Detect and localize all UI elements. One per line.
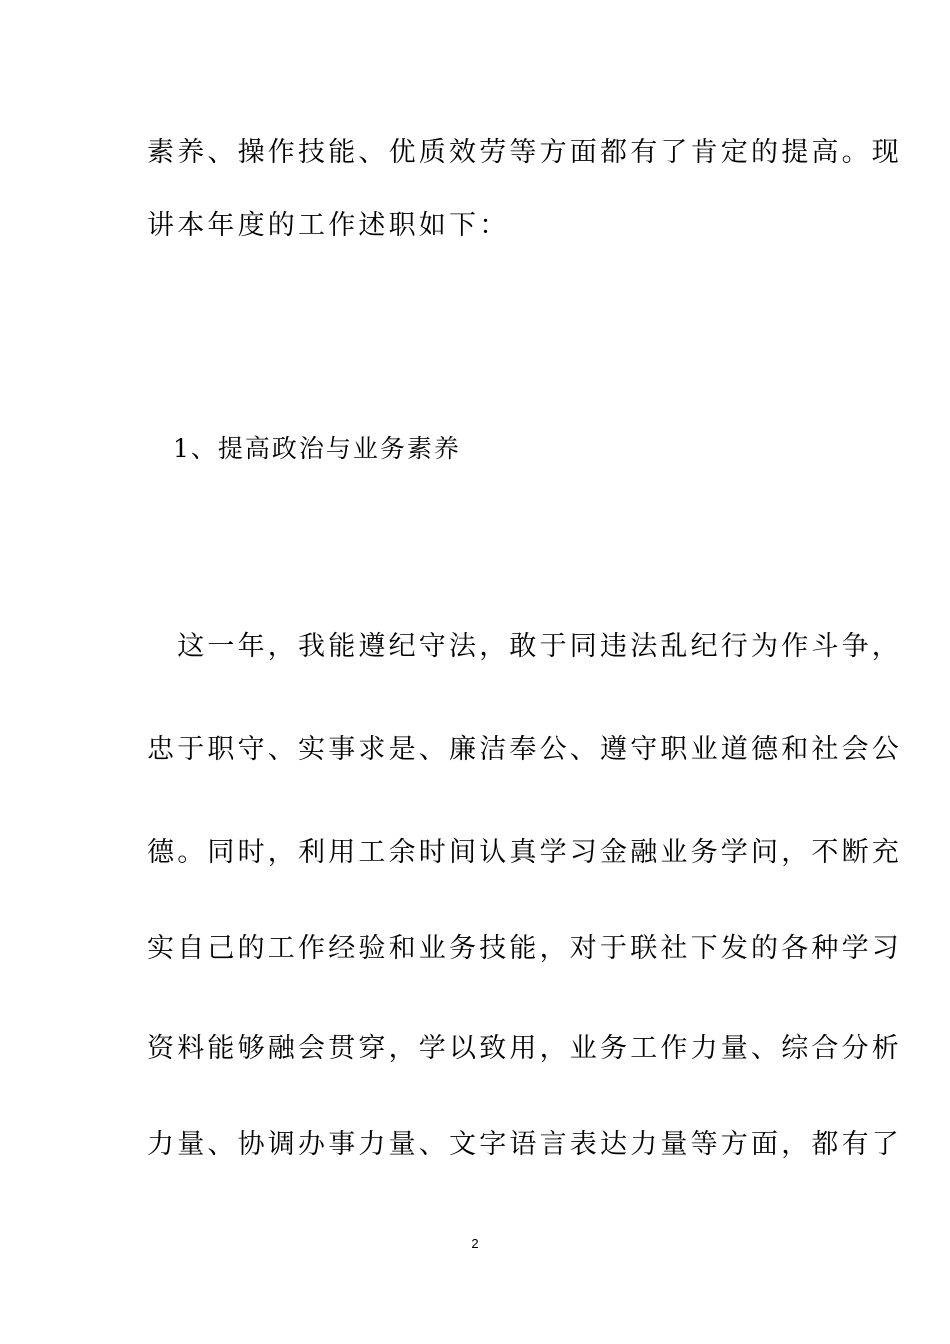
body-line-6: 力量、协调办事力量、文字语言表达力量等方面，都有了 — [147, 1129, 902, 1160]
intro-line-1: 素养、操作技能、优质效劳等方面都有了肯定的提高。现 — [147, 137, 902, 168]
body-line-3: 德。同时，利用工余时间认真学习金融业务学问，不断充 — [147, 837, 902, 868]
body-line-2: 忠于职守、实事求是、廉洁奉公、遵守职业道德和社会公 — [147, 734, 902, 765]
intro-line-2: 讲本年度的工作述职如下： — [147, 210, 510, 241]
body-line-4: 实自己的工作经验和业务技能，对于联社下发的各种学习 — [147, 933, 902, 964]
body-line-1: 这一年，我能遵纪守法，敢于同违法乱纪行为作斗争， — [147, 631, 902, 662]
page-number: 2 — [471, 1236, 479, 1251]
section-heading: 1、提高政治与业务素养 — [173, 434, 461, 463]
body-line-5: 资料能够融会贯穿，学以致用，业务工作力量、综合分析 — [147, 1033, 902, 1064]
